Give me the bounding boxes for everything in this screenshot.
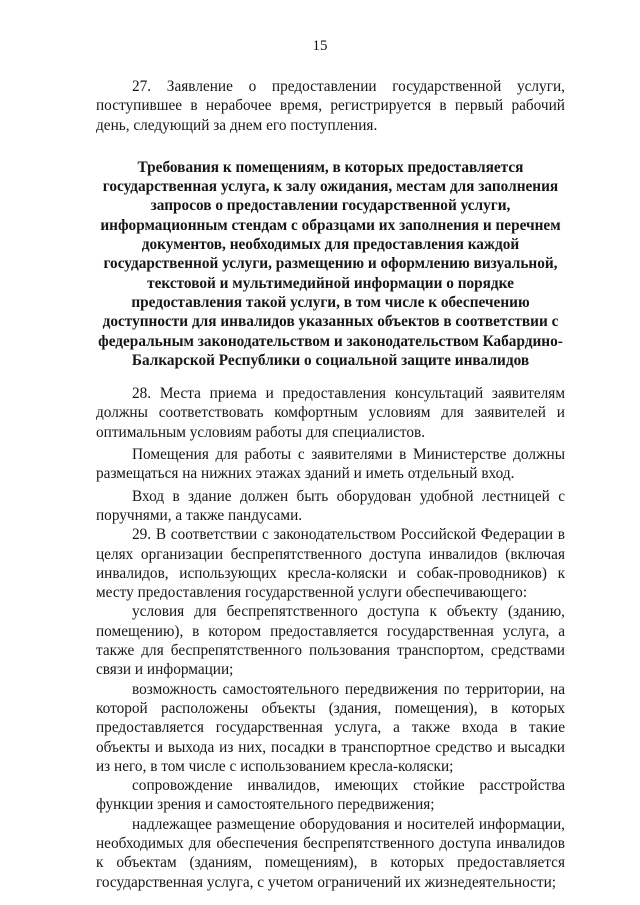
document-body bbox=[96, 77, 565, 892]
page-number: 15 bbox=[312, 38, 328, 54]
paragraph-28: 28. Места приема и предоставления консультаций заявителям должны соответствовать комфортным условиям для заявителей и оптимальным условиям работы для специалистов. bbox=[96, 385, 565, 441]
paragraph-29-mobility: возможность самостоятельного передвижения по территории, на которой расположены объекты (здания, помещения), в которых предоставляется государственная услуга, а также входа в такие объекты и выхода из них, посадки в транспортное средство и высадки из него, в том числе с использованием кресла-коляски; bbox=[96, 680, 565, 775]
paragraph-29: 29. В соответствии с законодательством Российской Федерации в целях организации беспрепятственного доступа инвалидов (включая инвалидов, использующих кресла-коляски и собак-проводников) к месту предоставления государственной услуги обеспечивающего: bbox=[96, 526, 565, 602]
paragraph-29-escort: сопровождение инвалидов, имеющих стойкие расстройства функции зрения и самостоятельного передвижения; bbox=[96, 777, 565, 814]
paragraph-27: 27. Заявление о предоставлении государственной услуги, поступившее в нерабочее время, регистрируется в первый рабочий день, следующий за днем его поступления. bbox=[96, 78, 565, 134]
paragraph-28-premises: Помещения для работы с заявителями в Министерстве должны размещаться на нижних этажах зданий и иметь отдельный вход. bbox=[96, 446, 565, 483]
paragraph-29-equipment: надлежащее размещение оборудования и носителей информации, необходимых для обеспечения беспрепятственного доступа инвалидов к объектам (зданиям, помещениям), в которых предоставляется государственная услуга, с учетом ограничений их жизнедеятельности; bbox=[96, 815, 565, 891]
section-heading: Требования к помещениям, в которых предоставляется государственная услуга, к залу ожидания, местам для заполнения запросов о предоставлении государственной услуги, информационным стендам с образцами их заполнения и перечнем документов, необходимых для предоставления каждой государственной услуги, размещению и оформлению визуальной, текстовой и мультимедийной информации о порядке предоставления такой услуги, в том числе к обеспечению доступности для инвалидов указанных объектов в соответствии с федеральным законодательством и законодательством Кабардино-Балкарской Республики о социальной защите инвалидов bbox=[98, 158, 563, 369]
paragraph-29-conditions: условия для беспрепятственного доступа к объекту (зданию, помещению), в котором предоставляется государственная услуга, а также для беспрепятственного пользования транспортом, средствами связи и информации; bbox=[96, 603, 565, 679]
paragraph-28-entrance: Вход в здание должен быть оборудован удобной лестницей с поручнями, а также пандусами. bbox=[96, 487, 565, 524]
